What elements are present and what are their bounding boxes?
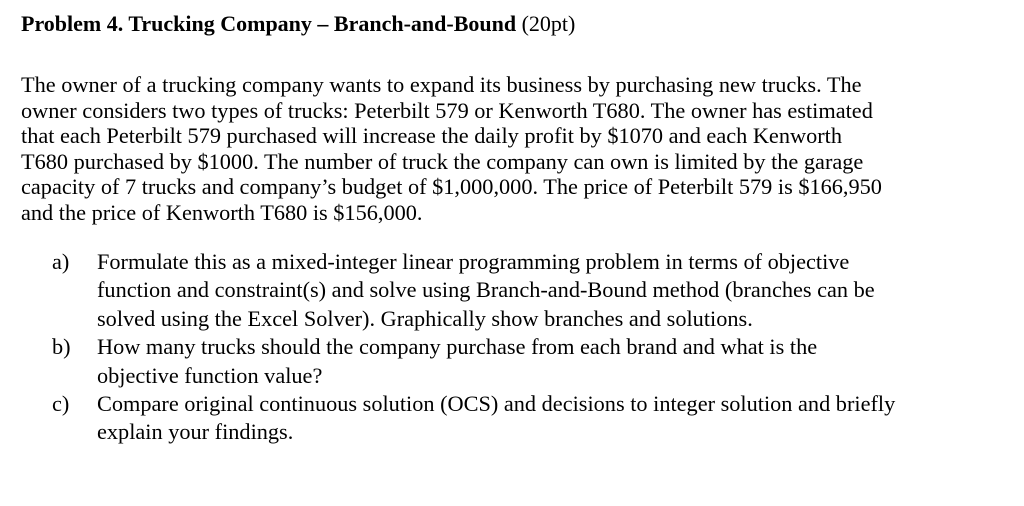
question-line: explain your findings.	[97, 419, 294, 445]
question-line: Compare original continuous solution (OCS) and decisions to integer solution and briefly	[97, 391, 896, 417]
question-marker: b)	[52, 334, 71, 360]
problem-title-text: Problem 4. Trucking Company – Branch-and-Bound	[21, 11, 517, 36]
question-line: objective function value?	[97, 362, 323, 388]
question-marker: a)	[52, 249, 70, 274]
description-line: that each Peterbilt 579 purchased will increase the daily profit by $1070 and each Kenworth	[21, 123, 842, 148]
question-line: function and constraint(s) and solve using Branch-and-Bound method (branches can be	[97, 277, 875, 303]
question-a	[21, 248, 1011, 333]
description-line: T680 purchased by $1000. The number of truck the company can own is limited by the garage	[21, 148, 864, 174]
problem-description	[21, 72, 1011, 225]
question-c	[21, 390, 1011, 447]
question-line: How many trucks should the company purchase from each brand and what is the	[97, 334, 818, 360]
question-b	[21, 333, 1011, 390]
description-line: capacity of 7 trucks and company’s budget of $1,000,000. The price of Peterbilt 579 is $166,950	[21, 174, 882, 199]
problem-title	[21, 10, 1011, 38]
question-line: solved using the Excel Solver). Graphically show branches and solutions.	[97, 305, 753, 331]
problem-points: (20pt)	[521, 11, 576, 36]
description-line: The owner of a trucking company wants to expand its business by purchasing new trucks. The	[21, 72, 862, 97]
question-list	[21, 248, 1011, 447]
question-marker: c)	[52, 391, 70, 417]
document-page	[21, 10, 1011, 447]
question-line: Formulate this as a mixed-integer linear programming problem in terms of objective	[97, 249, 850, 274]
description-line: owner considers two types of trucks: Peterbilt 579 or Kenworth T680. The owner has estimated	[21, 97, 873, 123]
description-line: and the price of Kenworth T680 is $156,000.	[21, 199, 423, 225]
